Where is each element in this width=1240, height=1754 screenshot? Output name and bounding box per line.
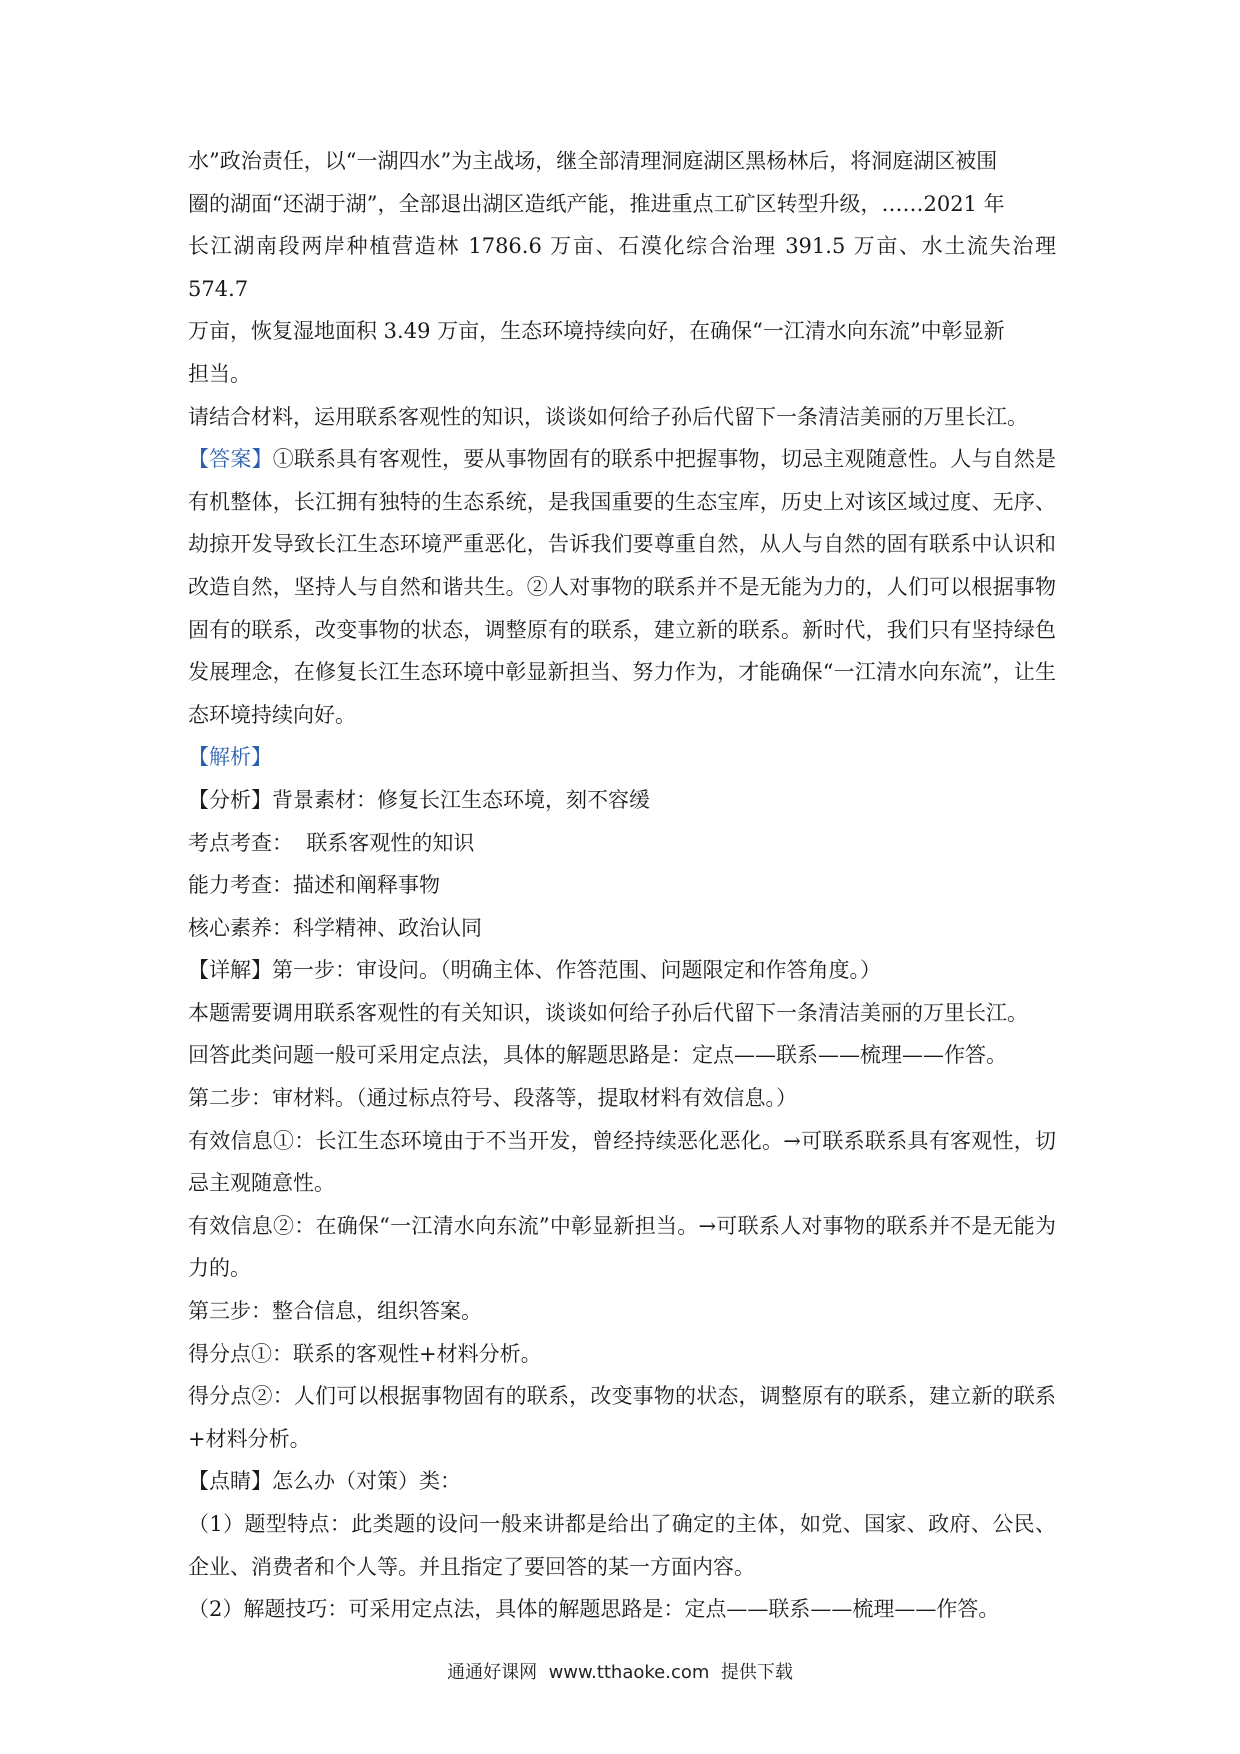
xiangjie-paragraph bbox=[188, 949, 1056, 992]
fenxi-text: 背景素材：修复长江生态环境，刻不容缓 bbox=[272, 787, 650, 812]
material-line: 水”政治责任，以“一湖四水”为主战场，继全部清理洞庭湖区黑杨林后，将洞庭湖区被围 bbox=[188, 149, 998, 173]
material-line: 担当。 bbox=[188, 361, 251, 386]
material-line: 长江湖南段两岸种植营造林 1786.6 万亩、石漠化综合治理 391.5 万亩、水土流失治理 574.7 bbox=[188, 234, 1056, 301]
tips-tag: 【点睛】 bbox=[188, 1469, 272, 1494]
answer-paragraph bbox=[188, 438, 1056, 736]
page-footer: 通通好课网 www.tthaoke.com 提供下载 bbox=[447, 1662, 793, 1683]
detail-line: 第二步：审材料。（通过标点符号、段落等，提取材料有效信息。） bbox=[188, 1086, 797, 1111]
tips-heading bbox=[188, 1460, 1056, 1503]
answer-tag: 【答案】 bbox=[188, 447, 273, 472]
tips-title: 怎么办（对策）类： bbox=[272, 1469, 461, 1494]
analysis-suyang: 核心素养：科学精神、政治认同 bbox=[188, 915, 482, 940]
analysis-fenxi bbox=[188, 779, 1056, 822]
material-line: 圈的湖面“还湖于湖”，全部退出湖区造纸产能，推进重点工矿区转型升级，……2021 年 bbox=[188, 191, 1005, 216]
analysis-heading bbox=[188, 736, 1056, 779]
question-text: 请结合材料，运用联系客观性的知识，谈谈如何给子孙后代留下一条清洁美丽的万里长江。 bbox=[188, 404, 1028, 429]
detail-line: 回答此类问题一般可采用定点法，具体的解题思路是：定点——联系——梳理——作答。 bbox=[188, 1043, 1007, 1068]
fenxi-tag: 【分析】 bbox=[188, 787, 272, 812]
detail-line: 得分点①：联系的客观性+材料分析。 bbox=[188, 1341, 542, 1366]
detail-line: 本题需要调用联系客观性的有关知识，谈谈如何给子孙后代留下一条清洁美丽的万里长江。 bbox=[188, 1000, 1028, 1025]
answer-text: ①联系具有客观性，要从事物固有的联系中把握事物，切忌主观随意性。人与自然是有机整体，长江拥有独特的生态系统，是我国重要的生态宝库，历史上对该区域过度、无序、劫掠开发导致长江生态环境严重恶化，告诉我们要尊重自然，从人与自然的固有联系中认识和改造自然，坚持人与自然和谐共生。②人对事物的联系并不是无能为力的，人们可以根据事物固有的联系，改变事物的状态，调整原有的联系，建立新的联系。新时代，我们只有坚持绿色发展理念，在修复长江生态环境中彰显新担当、努力作为，才能确保“一江清水向东流”，让生态环境持续向好。 bbox=[188, 447, 1056, 727]
analysis-nengli: 能力考查：描述和阐释事物 bbox=[188, 873, 440, 898]
analysis-tag: 【解析】 bbox=[188, 745, 272, 770]
detail-line: 得分点②：人们可以根据事物固有的联系，改变事物的状态，调整原有的联系，建立新的联系+材料分析。 bbox=[188, 1384, 1056, 1451]
analysis-kaodian: 考点考查： 联系客观性的知识 bbox=[188, 830, 475, 855]
detail-line: 有效信息②：在确保“一江清水向东流”中彰显新担当。→可联系人对事物的联系并不是无能为力的。 bbox=[188, 1213, 1056, 1281]
detail-line: 有效信息①：长江生态环境由于不当开发，曾经持续恶化恶化。→可联系联系具有客观性，切忌主观随意性。 bbox=[188, 1128, 1056, 1196]
detail-line: 第三步：整合信息，组织答案。 bbox=[188, 1299, 482, 1324]
tips-line: （2）解题技巧：可采用定点法，具体的解题思路是：定点——联系——梳理——作答。 bbox=[188, 1597, 1000, 1622]
xiangjie-tag: 【详解】 bbox=[188, 958, 272, 983]
xiangjie-text: 第一步：审设问。（明确主体、作答范围、问题限定和作答角度。） bbox=[272, 958, 881, 983]
material-line: 万亩，恢复湿地面积 3.49 万亩，生态环境持续向好，在确保“一江清水向东流”中彰显新 bbox=[188, 319, 1005, 344]
document-body bbox=[188, 140, 1056, 1631]
tips-line: （1）题型特点：此类题的设问一般来讲都是给出了确定的主体，如党、国家、政府、公民、企业、消费者和个人等。并且指定了要回答的某一方面内容。 bbox=[188, 1512, 1056, 1579]
